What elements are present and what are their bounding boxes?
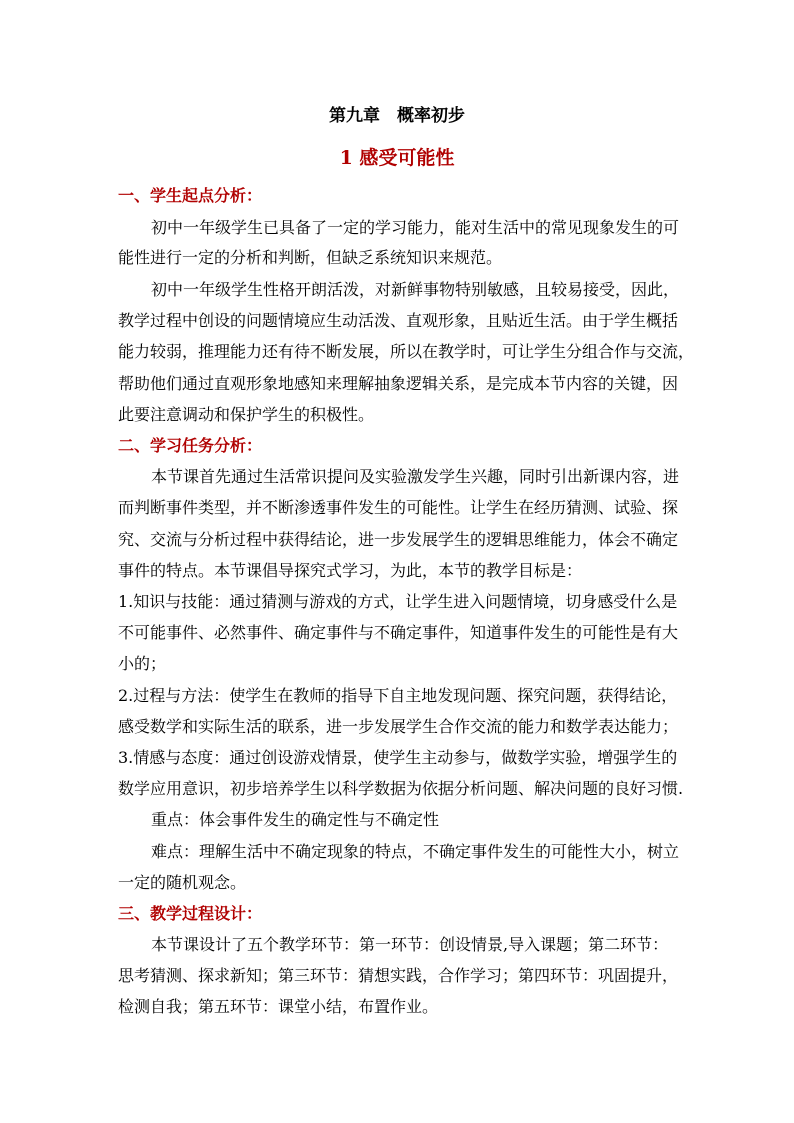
section-heading-task-analysis: 二、学习任务分析： [118, 436, 263, 455]
paragraph-line: 能性进行一定的分析和判断，但缺乏系统知识来规范。 [118, 248, 503, 267]
paragraph-line: 检测自我；第五环节：课堂小结，布置作业。 [118, 997, 439, 1016]
goal-attitude-line: 3.情感与态度：通过创设游戏情景，使学生主动参与，做数学实验，增强学生的 [118, 748, 678, 767]
goal-knowledge-line: 1.知识与技能：通过猜测与游戏的方式，让学生进入问题情境，切身感受什么是 [118, 592, 678, 611]
goal-process-line: 2.过程与方法：使学生在教师的指导下自主地发现问题、探究问题，获得结论， [118, 686, 678, 705]
paragraph-line: 初中一年级学生性格开朗活泼，对新鲜事物特别敏感，且较易接受，因此， [151, 280, 680, 299]
paragraph-line: 本节课设计了五个教学环节：第一环节：创设情景,导入课题；第二环节： [151, 935, 669, 954]
paragraph-line: 帮助他们通过直观形象地感知来理解抽象逻辑关系，是完成本节内容的关键，因 [118, 374, 679, 393]
section-heading-teaching-process: 三、教学过程设计： [118, 904, 263, 923]
paragraph-line: 事件的特点。本节课倡导探究式学习，为此，本节的教学目标是： [118, 561, 583, 580]
goal-process-line: 感受数学和实际生活的联系，进一步发展学生合作交流的能力和数学表达能力； [118, 717, 679, 736]
key-point: 重点：体会事件发生的确定性与不确定性 [151, 810, 440, 829]
difficulty-line: 难点：理解生活中不确定现象的特点，不确定事件发生的可能性大小，树立 [151, 842, 680, 861]
paragraph-line: 能力较弱，推理能力还有待不断发展，所以在教学时，可让学生分组合作与交流， [118, 342, 695, 361]
paragraph-line: 本节课首先通过生活常识提问及实验激发学生兴趣，同时引出新课内容，进 [151, 467, 680, 486]
goal-attitude-line: 数学应用意识，初步培养学生以科学数据为依据分析问题、解决问题的良好习惯. [118, 779, 684, 798]
goal-knowledge-line: 小的； [118, 654, 167, 673]
paragraph-line: 究、交流与分析过程中获得结论，进一步发展学生的逻辑思维能力，体会不确定 [118, 530, 679, 549]
chapter-title: 第九章 概率初步 [329, 106, 465, 126]
goal-knowledge-line: 不可能事件、必然事件、确定事件与不确定事件，知道事件发生的可能性是有大 [118, 623, 679, 642]
paragraph-line: 思考猜测、探求新知；第三环节：猜想实践，合作学习；第四环节：巩固提升， [118, 966, 679, 985]
paragraph-line: 教学过程中创设的问题情境应生动活泼、直观形象，且贴近生活。由于学生概括 [118, 311, 679, 330]
difficulty-line: 一定的随机观念。 [118, 873, 247, 892]
lesson-title: 1 感受可能性 [339, 147, 455, 169]
paragraph-line: 此要注意调动和保护学生的积极性。 [118, 405, 375, 424]
section-heading-student-analysis: 一、学生起点分析： [118, 186, 263, 205]
paragraph-line: 而判断事件类型，并不断渗透事件发生的可能性。让学生在经历猜测、试验、探 [118, 498, 679, 517]
paragraph-line: 初中一年级学生已具备了一定的学习能力，能对生活中的常见现象发生的可 [151, 218, 680, 237]
